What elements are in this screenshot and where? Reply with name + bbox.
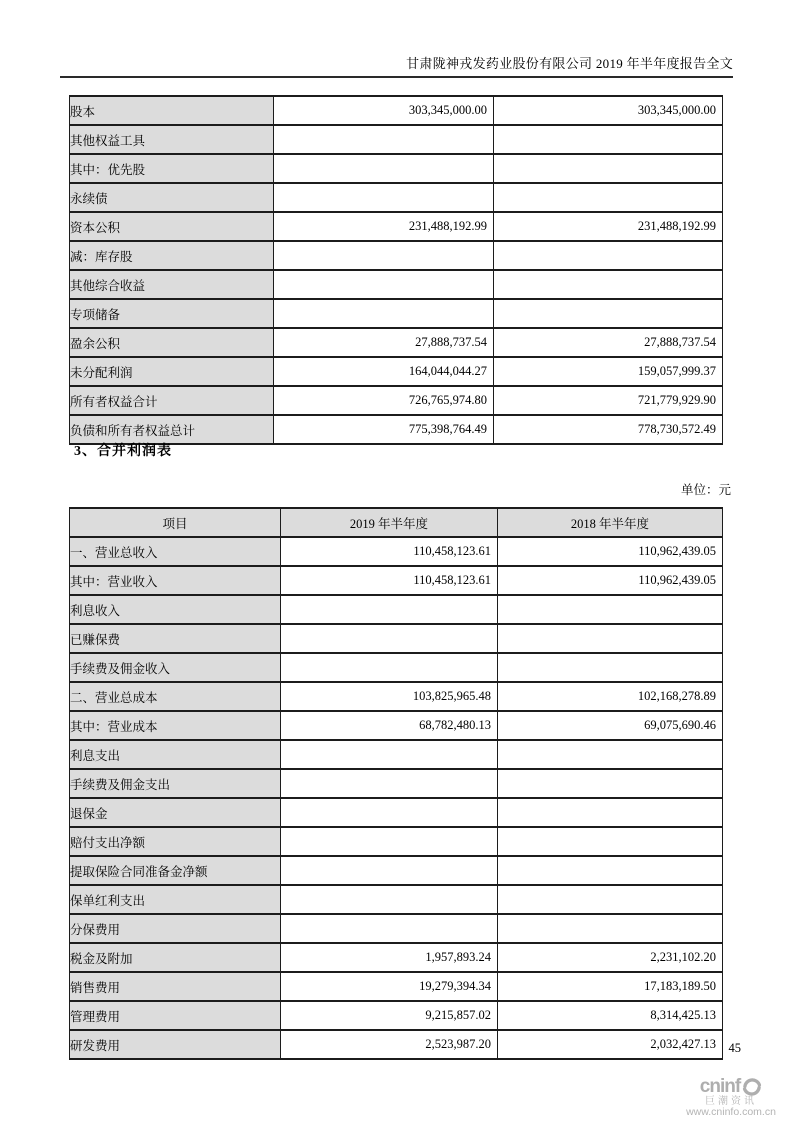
table-row [70, 914, 723, 943]
row-value-cell: 19,279,394.34 [281, 972, 498, 1001]
row-value-cell: 103,825,965.48 [281, 682, 498, 711]
row-label-cell: 其中：营业收入 [70, 566, 281, 595]
row-value-cell [498, 856, 723, 885]
cninfo-logo-url: www.cninfo.com.cn [686, 1105, 776, 1118]
table-row [70, 154, 723, 183]
row-label-cell: 减：库存股 [70, 241, 274, 270]
row-value-cell: 8,314,425.13 [498, 1001, 723, 1030]
table-row [70, 885, 723, 914]
row-value-cell [494, 154, 723, 183]
row-value-cell: 68,782,480.13 [281, 711, 498, 740]
row-value-cell: 2,231,102.20 [498, 943, 723, 972]
table-row [70, 328, 723, 357]
row-label-cell: 分保费用 [70, 914, 281, 943]
row-label-cell: 退保金 [70, 798, 281, 827]
table-row [70, 827, 723, 856]
row-value-cell: 27,888,737.54 [494, 328, 723, 357]
row-value-cell [274, 183, 494, 212]
table-row [70, 1001, 723, 1030]
row-value-cell [494, 183, 723, 212]
table-row [70, 386, 723, 415]
table-row [70, 682, 723, 711]
row-value-cell [498, 798, 723, 827]
table-row [70, 183, 723, 212]
row-label-cell: 手续费及佣金收入 [70, 653, 281, 682]
row-label-cell: 手续费及佣金支出 [70, 769, 281, 798]
row-value-cell: 110,458,123.61 [281, 537, 498, 566]
table-row [70, 125, 723, 154]
row-label-cell: 股本 [70, 96, 274, 125]
row-value-cell: 102,168,278.89 [498, 682, 723, 711]
row-value-cell [274, 154, 494, 183]
section-title: 3、合并利润表 [74, 444, 172, 459]
table-row [70, 1030, 723, 1059]
row-label-cell: 保单红利支出 [70, 885, 281, 914]
row-value-cell: 231,488,192.99 [274, 212, 494, 241]
row-value-cell [281, 798, 498, 827]
row-value-cell: 303,345,000.00 [274, 96, 494, 125]
table-row [70, 241, 723, 270]
unit-label: 单位：元 [680, 483, 731, 497]
row-label-cell: 利息支出 [70, 740, 281, 769]
row-label-cell: 其他综合收益 [70, 270, 274, 299]
cninfo-logo [675, 1077, 787, 1118]
table-row [70, 711, 723, 740]
row-value-cell: 303,345,000.00 [494, 96, 723, 125]
table-row [70, 972, 723, 1001]
row-value-cell: 110,458,123.61 [281, 566, 498, 595]
table-row [70, 943, 723, 972]
table-row [70, 595, 723, 624]
row-label-cell: 负债和所有者权益总计 [70, 415, 274, 444]
row-value-cell [498, 595, 723, 624]
row-label-cell: 未分配利润 [70, 357, 274, 386]
column-header-cell: 2018 年半年度 [498, 508, 723, 537]
row-value-cell [274, 125, 494, 154]
table-row [70, 357, 723, 386]
row-value-cell: 110,962,439.05 [498, 566, 723, 595]
row-label-cell: 利息收入 [70, 595, 281, 624]
table-row [70, 769, 723, 798]
row-value-cell [498, 914, 723, 943]
row-value-cell [281, 653, 498, 682]
row-value-cell [498, 740, 723, 769]
report-header-title: 甘肃陇神戎发药业股份有限公司 2019 年半年度报告全文 [406, 56, 733, 71]
row-value-cell [281, 595, 498, 624]
row-label-cell: 提取保险合同准备金净额 [70, 856, 281, 885]
row-value-cell: 69,075,690.46 [498, 711, 723, 740]
row-label-cell: 其中：营业成本 [70, 711, 281, 740]
row-value-cell: 2,523,987.20 [281, 1030, 498, 1059]
row-label-cell: 税金及附加 [70, 943, 281, 972]
row-value-cell [498, 769, 723, 798]
row-label-cell: 二、营业总成本 [70, 682, 281, 711]
balance-sheet-table [69, 95, 723, 445]
table-row [70, 96, 723, 125]
table-row [70, 798, 723, 827]
row-value-cell: 110,962,439.05 [498, 537, 723, 566]
row-label-cell: 赔付支出净额 [70, 827, 281, 856]
table-row [70, 212, 723, 241]
row-value-cell [281, 624, 498, 653]
page-number: 45 [728, 1041, 741, 1055]
row-value-cell: 2,032,427.13 [498, 1030, 723, 1059]
header-rule [60, 76, 733, 78]
row-value-cell [498, 624, 723, 653]
row-label-cell: 盈余公积 [70, 328, 274, 357]
table-row [70, 299, 723, 328]
row-value-cell [274, 270, 494, 299]
row-value-cell [498, 885, 723, 914]
row-label-cell: 一、营业总收入 [70, 537, 281, 566]
row-value-cell [494, 270, 723, 299]
row-label-cell: 专项储备 [70, 299, 274, 328]
table-row [70, 566, 723, 595]
row-value-cell: 9,215,857.02 [281, 1001, 498, 1030]
row-label-cell: 所有者权益合计 [70, 386, 274, 415]
row-label-cell: 研发费用 [70, 1030, 281, 1059]
row-value-cell [274, 241, 494, 270]
row-value-cell [494, 241, 723, 270]
row-label-cell: 销售费用 [70, 972, 281, 1001]
table-row [70, 653, 723, 682]
cninfo-logo-text: cninf [699, 1076, 741, 1097]
row-value-cell [281, 856, 498, 885]
row-label-cell: 已赚保费 [70, 624, 281, 653]
table-header-row [70, 508, 723, 537]
row-value-cell: 17,183,189.50 [498, 972, 723, 1001]
column-header-cell: 2019 年半年度 [281, 508, 498, 537]
row-label-cell: 管理费用 [70, 1001, 281, 1030]
row-value-cell: 726,765,974.80 [274, 386, 494, 415]
row-value-cell: 231,488,192.99 [494, 212, 723, 241]
row-value-cell [498, 653, 723, 682]
row-value-cell: 775,398,764.49 [274, 415, 494, 444]
row-value-cell: 778,730,572.49 [494, 415, 723, 444]
row-value-cell [281, 827, 498, 856]
row-value-cell [281, 769, 498, 798]
column-header-cell: 项目 [70, 508, 281, 537]
row-label-cell: 永续债 [70, 183, 274, 212]
table-row [70, 537, 723, 566]
table-row [70, 624, 723, 653]
row-value-cell: 721,779,929.90 [494, 386, 723, 415]
row-value-cell [281, 740, 498, 769]
table-row [70, 270, 723, 299]
cninfo-logo-subtitle: 巨潮资讯 [705, 1095, 757, 1107]
income-statement-table [69, 507, 723, 1060]
row-value-cell: 1,957,893.24 [281, 943, 498, 972]
row-label-cell: 其他权益工具 [70, 125, 274, 154]
row-value-cell [274, 299, 494, 328]
table-row [70, 740, 723, 769]
row-value-cell: 164,044,044.27 [274, 357, 494, 386]
row-value-cell: 159,057,999.37 [494, 357, 723, 386]
row-value-cell [494, 125, 723, 154]
row-label-cell: 资本公积 [70, 212, 274, 241]
row-value-cell: 27,888,737.54 [274, 328, 494, 357]
table-row [70, 856, 723, 885]
row-value-cell [498, 827, 723, 856]
row-value-cell [281, 885, 498, 914]
row-value-cell [281, 914, 498, 943]
row-value-cell [494, 299, 723, 328]
cninfo-swirl-icon [742, 1077, 762, 1097]
row-label-cell: 其中：优先股 [70, 154, 274, 183]
